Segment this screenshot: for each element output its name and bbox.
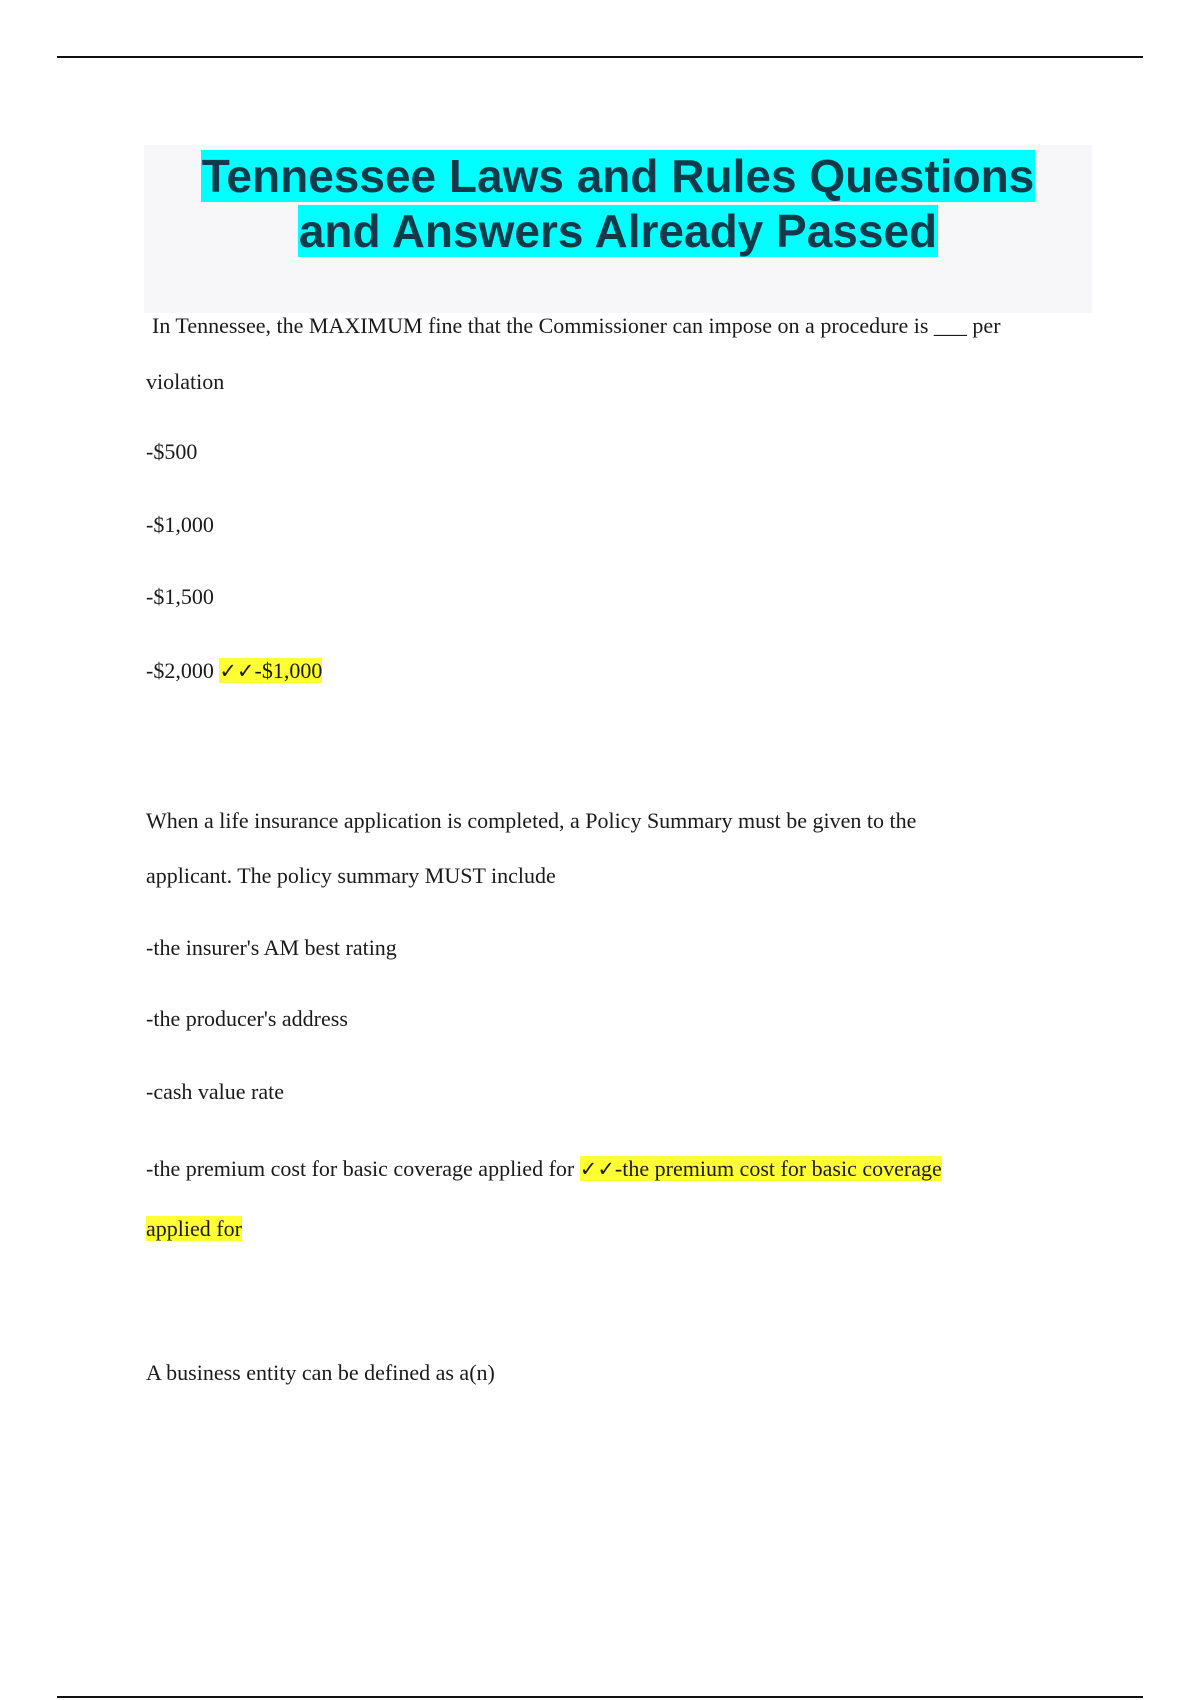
q1-option-4: -$2,000 bbox=[146, 658, 214, 683]
title-block bbox=[144, 145, 1092, 313]
q2-option-2: -the producer's address bbox=[146, 1006, 348, 1031]
title-line-2: and Answers Already Passed bbox=[298, 205, 938, 257]
title-line-1: Tennessee Laws and Rules Questions bbox=[201, 150, 1035, 202]
q2-answer-text-line-1: -the premium cost for basic coverage bbox=[614, 1156, 942, 1181]
check-mark-icon: ✓✓ bbox=[579, 1157, 615, 1181]
q2-answer bbox=[580, 1156, 942, 1181]
q2-option-4-row bbox=[146, 1156, 942, 1182]
q1-text-line-2: violation bbox=[146, 369, 225, 394]
q1-option-3: -$1,500 bbox=[146, 584, 214, 609]
q2-text-line-1: When a life insurance application is completed, a Policy Summary must be given to the bbox=[146, 808, 917, 833]
top-rule bbox=[57, 56, 1143, 58]
q1-option-1: -$500 bbox=[146, 439, 198, 464]
q2-option-3: -cash value rate bbox=[146, 1079, 285, 1104]
q2-option-1: -the insurer's AM best rating bbox=[146, 935, 397, 960]
bottom-rule bbox=[57, 1696, 1143, 1698]
q1-answer-text: -$1,000 bbox=[254, 658, 323, 683]
q3-text-line-1: A business entity can be defined as a(n) bbox=[146, 1360, 495, 1385]
q2-text-line-2: applicant. The policy summary MUST include bbox=[146, 863, 556, 888]
q1-text-line-1: In Tennessee, the MAXIMUM fine that the Commissioner can impose on a procedure is ___ per bbox=[152, 313, 1001, 338]
q1-option-2: -$1,000 bbox=[146, 512, 214, 537]
q2-answer-text-line-2: applied for bbox=[146, 1216, 242, 1241]
q2-option-4: -the premium cost for basic coverage applied for bbox=[146, 1156, 575, 1181]
check-mark-icon: ✓✓ bbox=[219, 659, 255, 683]
q1-answer bbox=[219, 658, 322, 683]
document-title bbox=[144, 145, 1092, 259]
q1-option-4-row bbox=[146, 658, 322, 684]
q2-answer-line-2-row bbox=[146, 1216, 242, 1242]
